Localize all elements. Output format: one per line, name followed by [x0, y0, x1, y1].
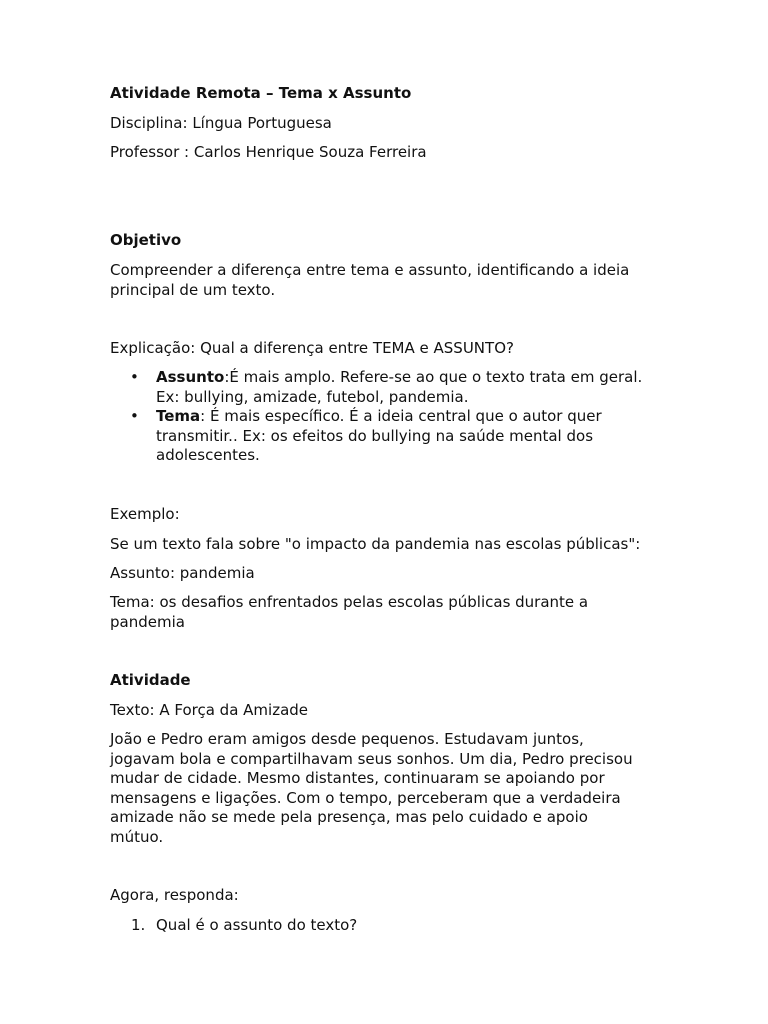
paragraph-line: mensagens e ligações. Com o tempo, perceberam que a verdadeira [110, 789, 621, 807]
example-subject: Assunto: pandemia [110, 564, 255, 582]
paragraph-line: mudar de cidade. Mesmo distantes, continuaram se apoiando por [110, 769, 605, 787]
question-number: 1. [131, 916, 146, 934]
list-item-text: :É mais amplo. Refere-se ao que o texto trata em geral. [224, 368, 643, 386]
paragraph-line: mútuo. [110, 828, 164, 846]
activity-text-title: Texto: A Força da Amizade [110, 701, 309, 719]
objective-line: Compreender a diferença entre tema e assunto, identificando a ideia [110, 261, 630, 279]
example-label: Exemplo: [110, 505, 180, 523]
list-item-tema [156, 407, 602, 427]
list-item-text: : É mais específico. É a ideia central que o autor quer [200, 407, 602, 425]
example-theme-line: Tema: os desafios enfrentados pelas escolas públicas durante a [110, 593, 589, 611]
example-sentence: Se um texto fala sobre "o impacto da pandemia nas escolas públicas": [110, 535, 641, 553]
document-title: Atividade Remota – Tema x Assunto [110, 84, 412, 102]
activity-prompt: Agora, responda: [110, 886, 239, 904]
list-item-text: Ex: bullying, amizade, futebol, pandemia. [156, 388, 469, 406]
objective-line: principal de um texto. [110, 281, 276, 299]
question-text: Qual é o assunto do texto? [156, 916, 358, 934]
term-tema: Tema [156, 407, 201, 425]
explanation-question: Explicação: Qual a diferença entre TEMA e ASSUNTO? [110, 339, 514, 357]
bullet-icon: • [130, 368, 139, 386]
paragraph-line: amizade não se mede pela presença, mas pelo cuidado e apoio [110, 808, 588, 826]
bullet-icon: • [130, 407, 139, 425]
teacher-line: Professor : Carlos Henrique Souza Ferreira [110, 143, 427, 161]
activity-heading: Atividade [110, 671, 191, 689]
list-item-text: transmitir.. Ex: os efeitos do bullying na saúde mental dos [156, 427, 594, 445]
discipline-line: Disciplina: Língua Portuguesa [110, 114, 332, 132]
paragraph-line: jogavam bola e compartilhavam seus sonhos. Um dia, Pedro precisou [110, 750, 633, 768]
list-item-assunto [156, 368, 642, 388]
paragraph-line: João e Pedro eram amigos desde pequenos. Estudavam juntos, [110, 730, 584, 748]
example-theme-line: pandemia [110, 613, 185, 631]
list-item-text: adolescentes. [156, 446, 260, 464]
term-assunto: Assunto [156, 368, 225, 386]
objective-heading: Objetivo [110, 231, 182, 249]
